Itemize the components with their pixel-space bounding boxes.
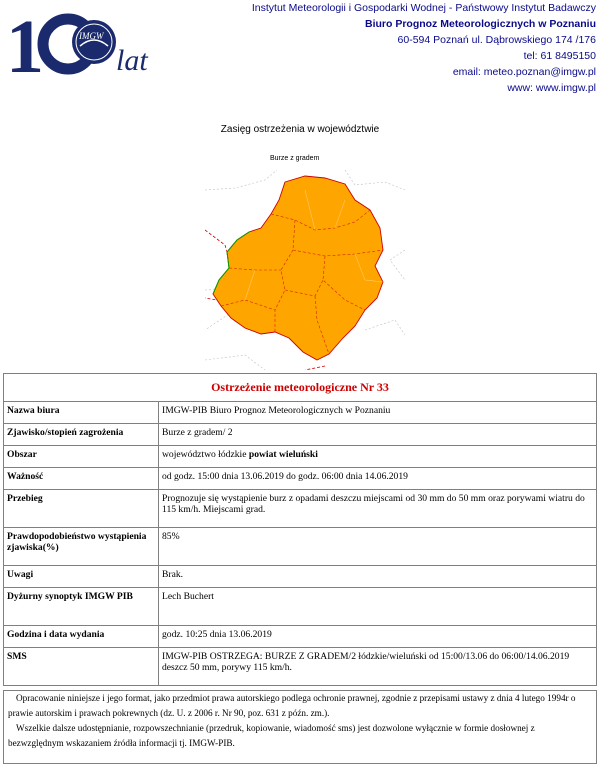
- row-label: Godzina i data wydania: [4, 626, 159, 648]
- map-subtitle: Burze z gradem: [270, 155, 320, 162]
- phone: tel: 61 8495150: [523, 50, 596, 62]
- table-row: [4, 424, 597, 446]
- area-region: województwo łódzkie: [162, 449, 249, 460]
- row-label: Obszar: [4, 446, 159, 468]
- row-value: Prognozuje się wystąpienie burz z opadami deszczu miejscami od 30 mm do 50 mm oraz porywami wiatru do 115 km/h. Miejscami grad.: [159, 490, 597, 528]
- logo-badge: IMGW: [79, 31, 104, 41]
- row-label: SMS: [4, 648, 159, 686]
- table-row: [4, 468, 597, 490]
- table-row: [4, 446, 597, 468]
- row-value: godz. 10:25 dnia 13.06.2019: [159, 626, 597, 648]
- row-value: Brak.: [159, 566, 597, 588]
- svg-text:lat: lat: [116, 44, 148, 77]
- institute-name: Instytut Meteorologii i Gospodarki Wodnej - Państwowy Instytut Badawczy: [251, 2, 596, 14]
- svg-text:1: 1: [6, 6, 38, 78]
- warning-map: [205, 170, 405, 370]
- row-label: Przebieg: [4, 490, 159, 528]
- row-label: Ważność: [4, 468, 159, 490]
- imgw-100-lat-logo: [6, 6, 174, 78]
- row-value: Lech Buchert: [159, 588, 597, 626]
- table-row: [4, 402, 597, 424]
- copyright-paragraph: Opracowanie niniejsze i jego format, jako przedmiot prawa autorskiego podlega ochronie prawnej, zgodnie z przepisami ustawy z dnia 4 lutego 1994r o prawie autorskim i prawach pokrewnych (dz. U. z 2006 r. Nr 90, poz. 631 z późn. zm.).: [8, 693, 576, 718]
- table-row: [4, 490, 597, 528]
- table-row: [4, 566, 597, 588]
- area-county: powiat wieluński: [248, 449, 318, 460]
- institute-header: [176, 0, 596, 96]
- row-label: Uwagi: [4, 566, 159, 588]
- row-value: Burze z gradem/ 2: [159, 424, 597, 446]
- email[interactable]: email: meteo.poznan@imgw.pl: [452, 66, 596, 78]
- table-row: [4, 626, 597, 648]
- warning-table: [3, 373, 597, 686]
- table-row: [4, 528, 597, 566]
- row-label: Dyżurny synoptyk IMGW PIB: [4, 588, 159, 626]
- row-label: Prawdopodobieństwo wystąpienia zjawiska(%): [4, 528, 159, 566]
- table-row: [4, 648, 597, 686]
- row-value: 85%: [159, 528, 597, 566]
- office-name: Biuro Prognoz Meteorologicznych w Poznaniu: [364, 18, 596, 30]
- redistribution-paragraph: Wszelkie dalsze udostępnianie, rozpowszechnianie (przedruk, kopiowanie, wiadomość sms) jest dozwolone wyłącznie w formie dosłownej z bezwzględnym wskazaniem źródła informacji tj. IMGW-PIB.: [8, 723, 535, 748]
- row-label: Zjawisko/stopień zagrożenia: [4, 424, 159, 446]
- row-value: od godz. 15:00 dnia 13.06.2019 do godz. 06:00 dnia 14.06.2019: [159, 468, 597, 490]
- warning-title: Ostrzeżenie meteorologiczne Nr 33: [4, 374, 597, 402]
- row-label: Nazwa biura: [4, 402, 159, 424]
- address: 60-594 Poznań ul. Dąbrowskiego 174 /176: [397, 34, 596, 46]
- website[interactable]: www: www.imgw.pl: [507, 82, 596, 94]
- row-value: [159, 446, 597, 468]
- row-value: IMGW-PIB OSTRZEGA: BURZE Z GRADEM/2 łódzkie/wieluński od 15:00/13.06 do 06:00/14.06.2019 deszcz 50 mm, porywy 115 km/h.: [159, 648, 597, 686]
- row-value: IMGW-PIB Biuro Prognoz Meteorologicznych w Poznaniu: [159, 402, 597, 424]
- copyright-notice: [3, 690, 597, 764]
- table-row: [4, 588, 597, 626]
- map-title: Zasięg ostrzeżenia w województwie: [220, 124, 380, 135]
